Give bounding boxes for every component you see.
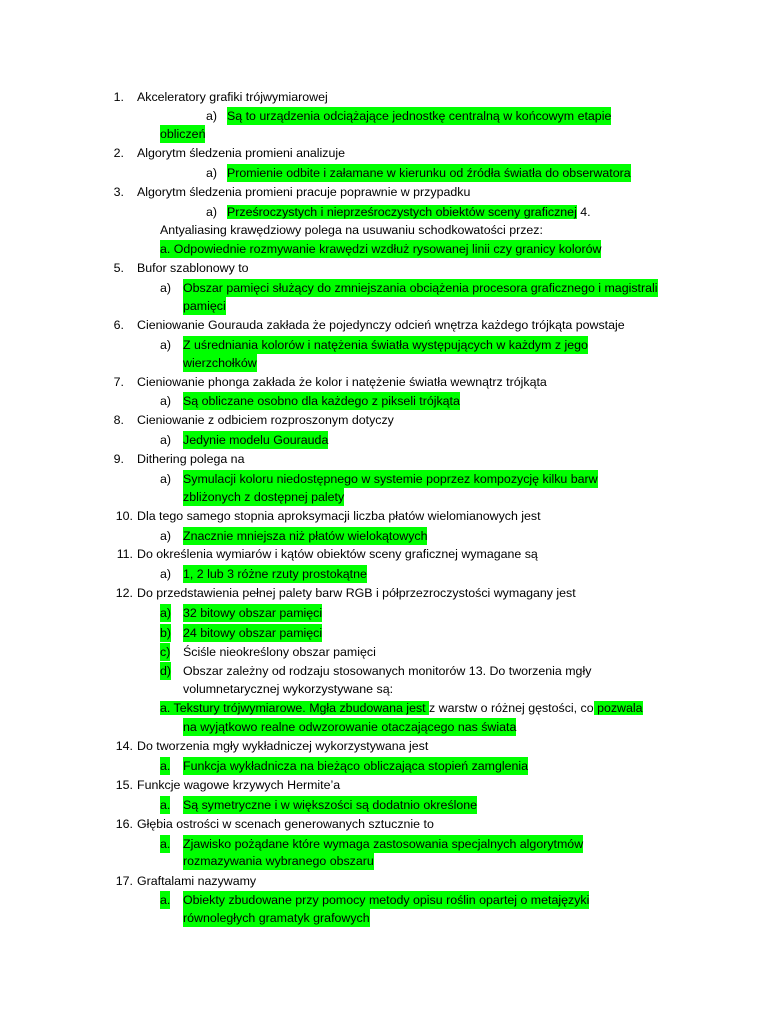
q3-number: 3. [113,185,124,199]
q12-number: 12. [115,586,133,600]
q10-answer: Znacznie mniejsza niż płatów wielokątowych [183,529,428,543]
q14-text: Do tworzenia mgły wykładniczej wykorzystywana jest [137,739,429,753]
q12-option-b: 24 bitowy obszar pamięci [183,626,323,640]
q12-text: Do przedstawienia pełnej palety barw RGB i półprzezroczystości wymagany jest [137,586,576,600]
q8-answer: Jedynie modelu Gourauda [183,433,329,447]
q11-number: 11. [116,547,133,561]
q12-option-a: 32 bitowy obszar pamięci [183,606,323,620]
q9-answer-cont: zbliżonych z dostępnej palety [183,490,345,504]
q10-number: 10. [115,509,133,523]
q7-answer: Są obliczane osobno dla każdego z pikseli trójkąta [183,394,460,408]
q13-answer-part1: a. Tekstury trójwymiarowe. Mgła zbudowana jest [160,701,430,715]
q12-option-label: a) [160,606,172,620]
q8-answer-label: a) [160,433,172,447]
q14-answer: Funkcja wykładnicza na bieżąco obliczająca stopień zamglenia [183,759,529,773]
q14-number: 14. [115,739,133,753]
q3-answer: Prześroczystych i nieprześroczystych obiektów sceny graficznej [227,205,577,219]
q9-number: 9. [113,452,124,466]
q7-number: 7. [113,375,124,389]
q15-number: 15. [115,778,133,792]
q5-answer: Obszar pamięci służący do zmniejszania obciążenia procesora graficznego i magistrali [183,281,658,295]
q1-text: Akceleratory grafiki trójwymiarowej [137,90,328,104]
q17-text: Graftalami nazywamy [137,874,257,888]
q1-answer-cont: obliczeń [160,127,206,141]
q7-answer-label: a) [160,394,172,408]
q5-number: 5. [113,261,124,275]
q15-answer: Są symetryczne i w większości są dodatnio określone [183,798,478,812]
q12-option-d: Obszar zależny od rodzaju stosowanych monitorów 13. Do tworzenia mgły [183,664,592,678]
q11-answer: 1, 2 lub 3 różne rzuty prostokątne [183,567,367,581]
q2-answer-label: a) [206,166,218,180]
q16-number: 16. [115,817,133,831]
q9-answer: Symulacji koloru niedostępnego w systemie poprzez kompozycję kilku barw [183,472,598,486]
q13-answer-cont: na wyjątkowo realne odwzorowanie otaczającego nas świata [183,720,517,734]
q17-answer: Obiekty zbudowane przy pomocy metody opisu roślin opartej o metajęzyki [183,893,590,907]
q6-number: 6. [113,318,124,332]
q2-text: Algorytm śledzenia promieni analizuje [137,146,345,160]
q5-answer-label: a) [160,281,172,295]
q2-answer: Promienie odbite i załamane w kierunku od źródła światła do obserwatora [227,166,631,180]
q6-answer: Z uśredniania kolorów i natężenia światła występujących w każdym z jego [183,338,588,352]
q13-answer-row [160,699,643,717]
q5-text: Bufor szablonowy to [137,261,249,275]
q11-text: Do określenia wymiarów i kątów obiektów sceny graficznej wymagane są [137,547,538,561]
q17-answer-cont: równoległych gramatyk grafowych [183,911,370,925]
q12-option-c: Ściśle nieokreślony obszar pamięci [183,645,376,659]
q4-number-inline: 4. [576,205,591,219]
q16-text: Głębia ostrości w scenach generowanych sztucznie to [137,817,434,831]
q12-option-label: c) [160,645,171,659]
q16-answer: Zjawisko pożądane które wymaga zastosowania specjalnych algorytmów [183,837,584,851]
q17-number: 17. [115,874,133,888]
q3-answer-row [227,203,591,221]
q15-answer-label: a. [160,798,171,812]
q11-answer-label: a) [160,567,172,581]
q2-number: 2. [113,146,124,160]
q14-answer-label: a. [160,759,171,773]
q6-answer-label: a) [160,338,172,352]
q16-answer-label: a. [160,837,171,851]
q9-text: Dithering polega na [137,452,245,466]
q8-number: 8. [113,413,124,427]
q9-answer-label: a) [160,472,172,486]
q6-text: Cieniowanie Gourauda zakłada że pojedynczy odcień wnętrza każdego trójkąta powstaje [137,318,625,332]
q12-option-label: d) [160,664,172,678]
q1-answer: Są to urządzenia odciążające jednostkę centralną w końcowym etapie [227,109,612,123]
q6-answer-cont: wierzchołków [183,356,257,370]
q4-text: Antyaliasing krawędziowy polega na usuwaniu schodkowatości przez: [160,223,543,237]
q15-text: Funkcje wagowe krzywych Hermite’a [137,778,341,792]
q5-answer-cont: pamięci [183,299,226,313]
q1-answer-label: a) [206,109,218,123]
q16-answer-cont: rozmazywania wybranego obszaru [183,854,374,868]
q3-answer-label: a) [206,205,218,219]
q10-text: Dla tego samego stopnia aproksymacji liczba płatów wielomianowych jest [137,509,541,523]
q13-answer-part2: z warstw o różnej gęstości, co [429,701,594,715]
q7-text: Cieniowanie phonga zakłada że kolor i natężenie światła wewnątrz trójkąta [137,375,547,389]
q3-text: Algorytm śledzenia promieni pracuje poprawnie w przypadku [137,185,471,199]
q12-option-d-cont: volumnetarycznej wykorzystywane są: [183,682,394,696]
q17-answer-label: a. [160,893,171,907]
q1-number: 1. [113,90,124,104]
q12-option-label: b) [160,626,172,640]
q13-answer-part3: pozwala [593,701,643,715]
q10-answer-label: a) [160,529,172,543]
q4-answer: a. Odpowiednie rozmywanie krawędzi wzdłuż rysowanej linii czy granicy kolorów [160,242,602,256]
q8-text: Cieniowanie z odbiciem rozproszonym dotyczy [137,413,394,427]
